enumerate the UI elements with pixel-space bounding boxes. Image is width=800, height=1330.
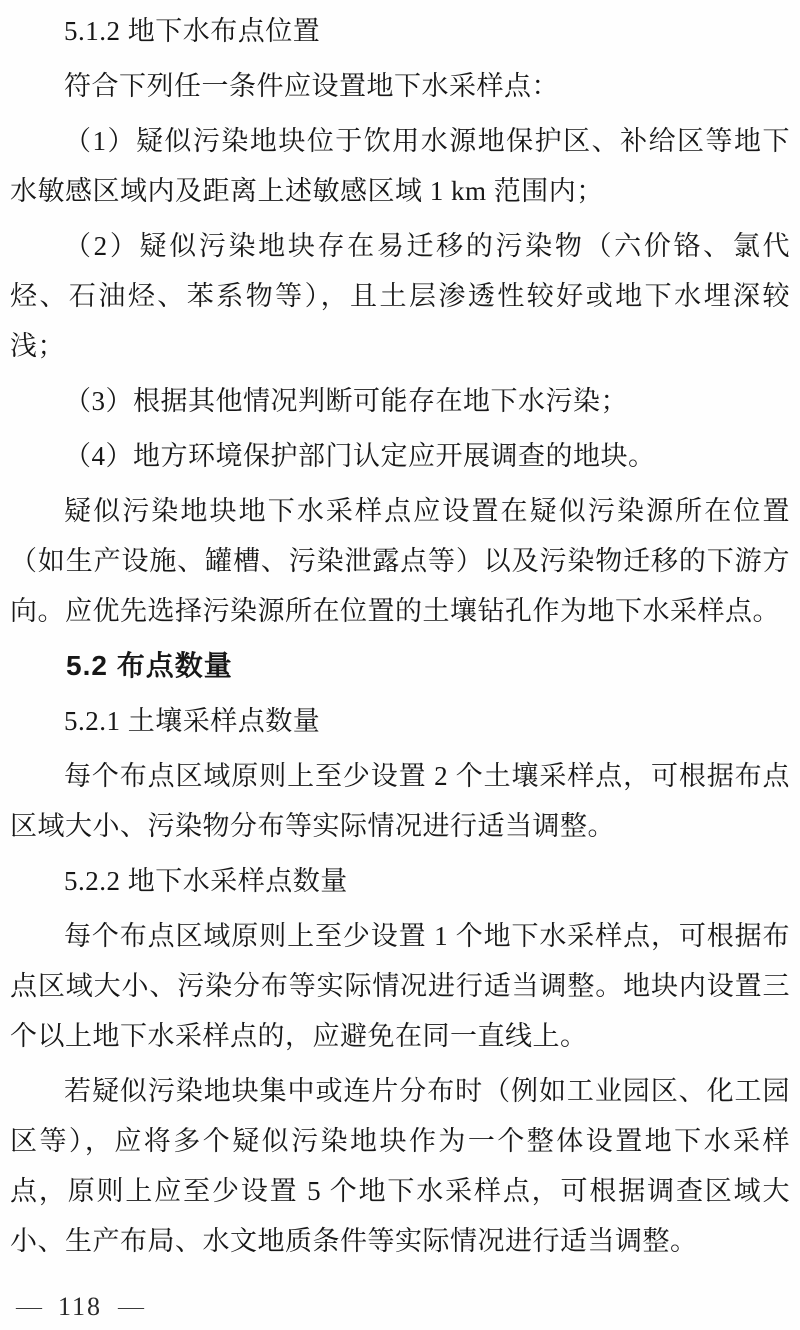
section-heading-5-2-1: 5.2.1 土壤采样点数量 [64,706,321,736]
paragraph-condition-2: （2）疑似污染地块存在易迁移的污染物（六价铬、氯代烃、石油烃、苯系物等），且土层渗透性较好或地下水埋深较浅； [10,231,790,361]
section-heading-5-1-2: 5.1.2 地下水布点位置 [64,16,321,46]
paragraph-clustered-parcels: 若疑似污染地块集中或连片分布时（例如工业园区、化工园区等），应将多个疑似污染地块作为一个整体设置地下水采样点，原则上应至少设置 5 个地下水采样点，可根据调查区域大小、生产布局、水文地质条件等实际情况进行适当调整。 [10,1076,790,1256]
page-footer [16,1292,144,1322]
paragraph-soil-point-count: 每个布点区域原则上至少设置 2 个土壤采样点，可根据布点区域大小、污染物分布等实际情况进行适当调整。 [10,761,790,841]
section-heading-5-2-2: 5.2.2 地下水采样点数量 [64,866,348,896]
footer-right-dash: — [118,1295,145,1319]
page-number: 118 [58,1292,103,1321]
paragraph-sampling-location: 疑似污染地块地下水采样点应设置在疑似污染源所在位置（如生产设施、罐槽、污染泄露点等）以及污染物迁移的下游方向。应优先选择污染源所在位置的土壤钻孔作为地下水采样点。 [10,496,790,626]
paragraph-intro-conditions: 符合下列任一条件应设置地下水采样点： [64,71,559,101]
section-heading-5-2: 5.2 布点数量 [66,650,233,681]
paragraph-condition-3: （3）根据其他情况判断可能存在地下水污染； [64,386,628,416]
paragraph-condition-4: （4）地方环境保护部门认定应开展调查的地块。 [64,441,656,471]
footer-left-dash: — [16,1295,42,1319]
paragraph-gw-point-count: 每个布点区域原则上至少设置 1 个地下水采样点，可根据布点区域大小、污染分布等实际情况进行适当调整。地块内设置三个以上地下水采样点的，应避免在同一直线上。 [10,921,790,1051]
paragraph-condition-1: （1）疑似污染地块位于饮用水源地保护区、补给区等地下水敏感区域内及距离上述敏感区域 1 km 范围内； [10,126,790,206]
